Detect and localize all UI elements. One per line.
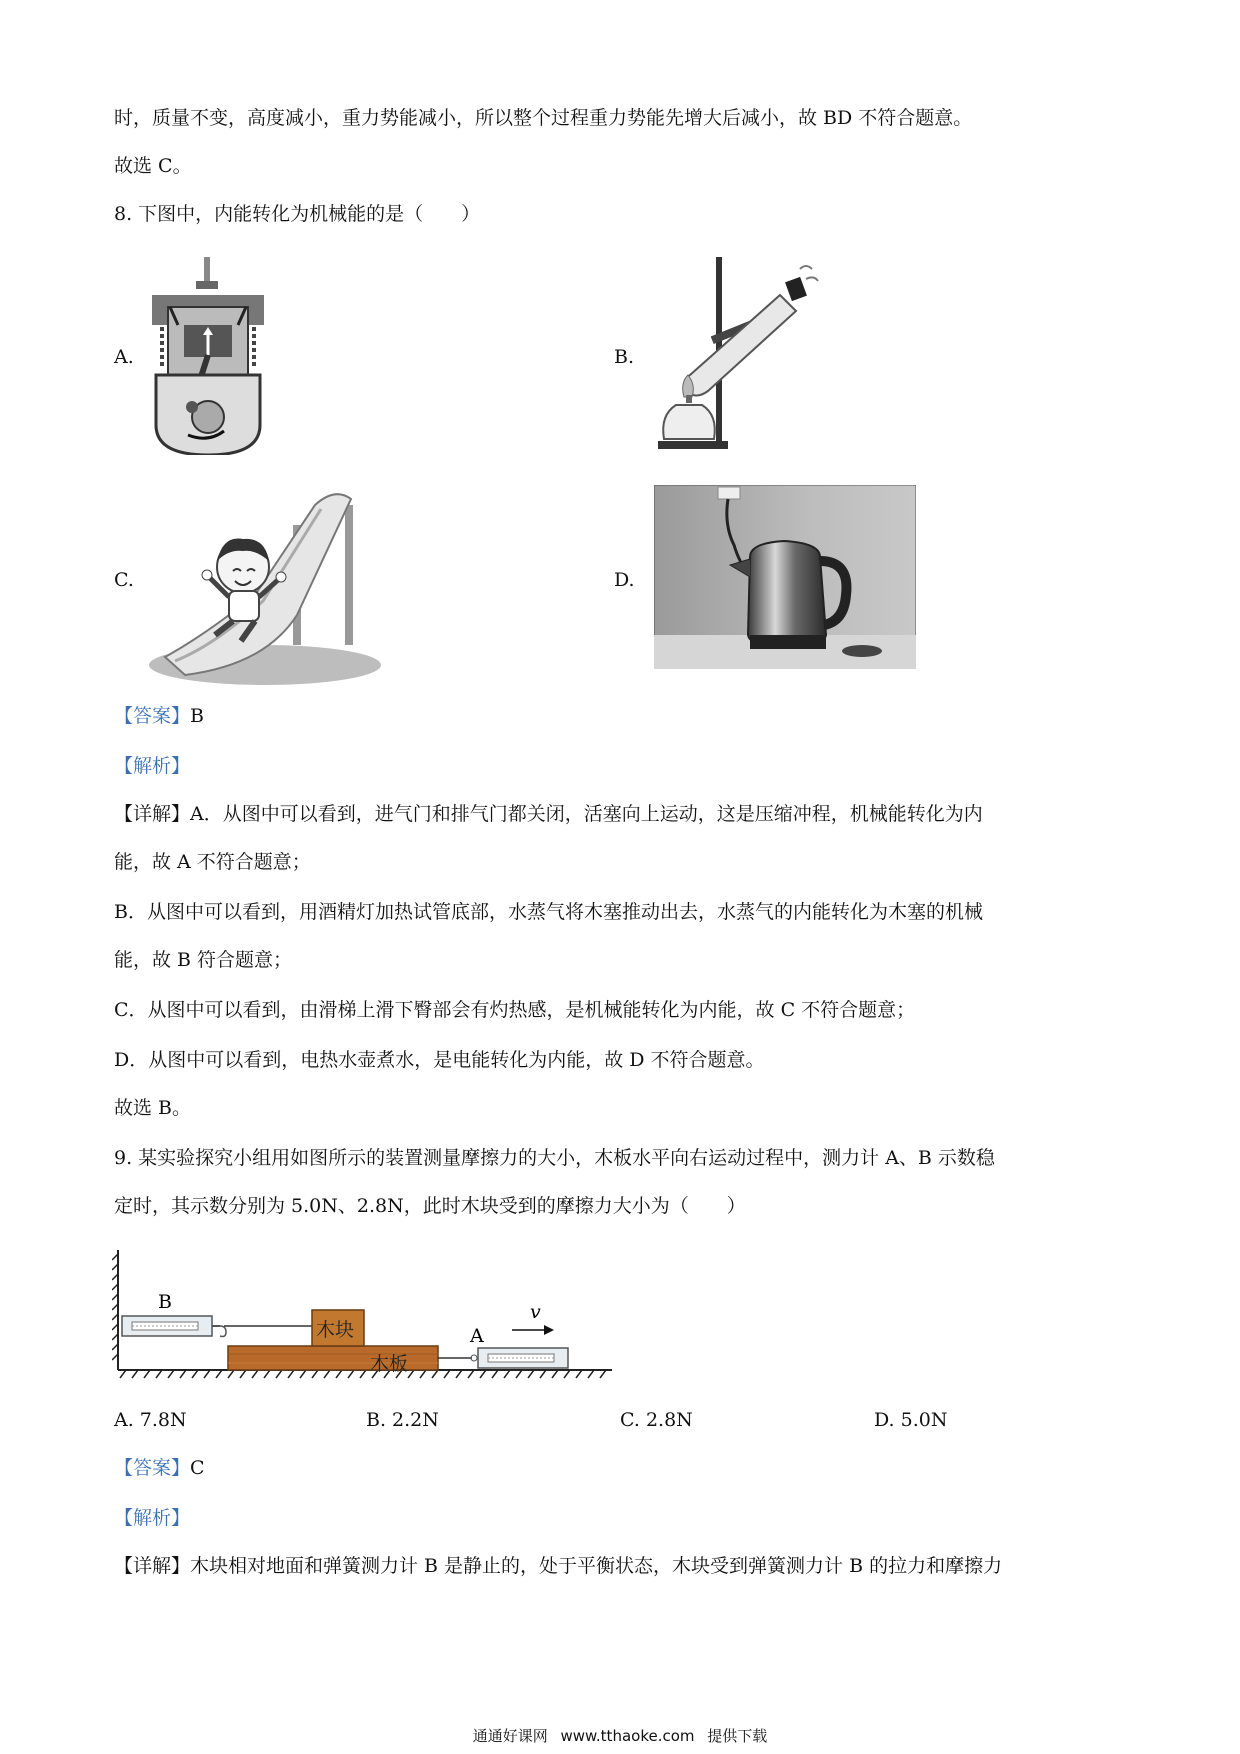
- detail-line: 【详解】木块相对地面和弹簧测力计 B 是静止的，处于平衡状态，木块受到弹簧测力计 B 的拉力和摩擦力: [114, 1555, 1003, 1577]
- text-line: B．从图中可以看到，用酒精灯加热试管底部，水蒸气将木塞推动出去，水蒸气的内能转化为木塞的机械: [114, 901, 983, 923]
- text-line: D．从图中可以看到，电热水壶煮水，是电能转化为内能，故 D 不符合题意。: [114, 1049, 765, 1071]
- text-line: 能，故 A 不符合题意；: [114, 851, 311, 873]
- block-label: 木块: [316, 1319, 355, 1341]
- text-line: C．从图中可以看到，由滑梯上滑下臀部会有灼热感，是机械能转化为内能，故 C 不符合题意；: [114, 999, 916, 1021]
- answer-tag: 【答案】: [114, 705, 191, 727]
- text-line: 故选 B。: [114, 1097, 192, 1119]
- detail-tag: 【详解】: [114, 1555, 191, 1577]
- friction-apparatus-figure: [112, 1250, 622, 1385]
- slide-child-figure: [145, 485, 385, 685]
- scale-a-label: A: [470, 1325, 484, 1347]
- option-b: B. 2.2N: [366, 1409, 439, 1431]
- footer-note: 提供下载: [707, 1727, 768, 1745]
- footer-url[interactable]: www.tthaoke.com: [560, 1727, 695, 1745]
- option-a: A. 7.8N: [114, 1409, 187, 1431]
- option-a-label: A.: [114, 346, 134, 368]
- answer-tag: 【答案】: [114, 1457, 191, 1479]
- footer-site: 通通好课网: [472, 1727, 548, 1745]
- option-d: D. 5.0N: [874, 1409, 948, 1431]
- answer-line: [114, 702, 204, 730]
- analysis-tag: 【解析】: [114, 755, 191, 777]
- question-9-stem: 定时，其示数分别为 5.0N、2.8N，此时木块受到的摩擦力大小为（ ）: [114, 1195, 746, 1217]
- option-d-label: D.: [614, 569, 635, 591]
- electric-kettle-photo: [654, 485, 916, 669]
- detail-tag: 【详解】: [114, 803, 191, 825]
- text-line: 时，质量不变，高度减小，重力势能减小，所以整个过程重力势能先增大后减小，故 BD 不符合题意。: [114, 107, 973, 129]
- board-label: 木板: [370, 1353, 409, 1375]
- analysis-tag: 【解析】: [114, 1507, 191, 1529]
- scale-b-label: B: [158, 1291, 172, 1313]
- answer-line: [114, 1454, 205, 1482]
- question-9-stem: 9. 某实验探究小组用如图所示的装置测量摩擦力的大小，木板水平向右运动过程中，测力计 A、B 示数稳: [114, 1147, 995, 1169]
- detail-line: 【详解】A．从图中可以看到，进气门和排气门都关闭，活塞向上运动，这是压缩冲程，机械能转化为内: [114, 803, 983, 825]
- option-c-label: C.: [114, 569, 134, 591]
- option-b-label: B.: [614, 346, 635, 368]
- text-line: 能，故 B 符合题意；: [114, 949, 293, 971]
- answer-value: B: [190, 705, 204, 727]
- option-c: C. 2.8N: [620, 1409, 693, 1431]
- test-tube-heating-figure: [650, 255, 830, 455]
- answer-value: C: [190, 1457, 205, 1479]
- page-footer: [0, 1725, 1240, 1746]
- velocity-label: v: [530, 1301, 541, 1323]
- text-line: 故选 C。: [114, 155, 192, 177]
- engine-diagram-figure: [148, 255, 268, 455]
- question-8-stem: 8. 下图中，内能转化为机械能的是（ ）: [114, 203, 481, 225]
